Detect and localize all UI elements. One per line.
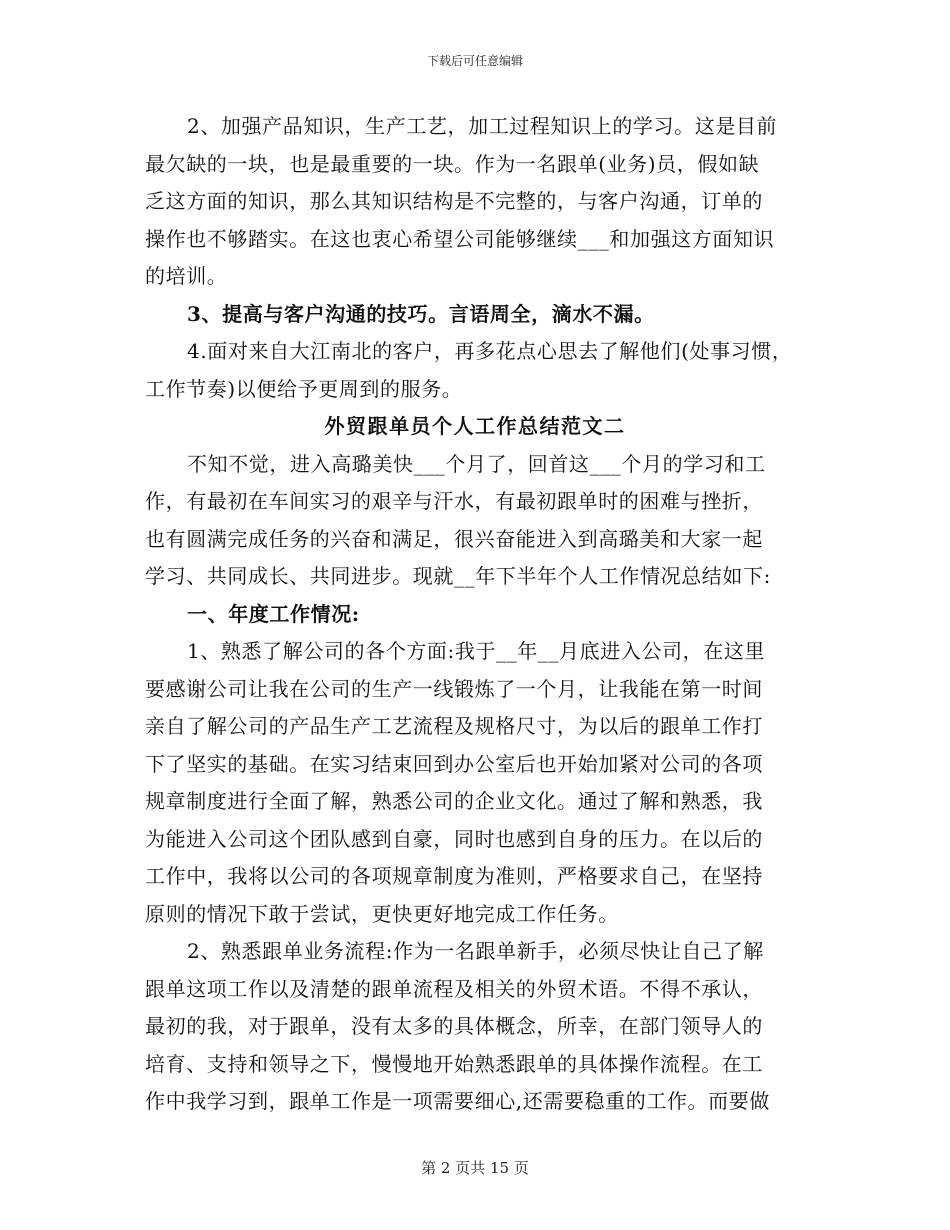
text-line: 原则的情况下敢于尝试，更快更好地完成工作任务。 [145, 901, 619, 926]
text-line: 2、加强产品知识，生产工艺，加工过程知识上的学习。这是目前 [187, 114, 778, 138]
text-line: 乏这方面的知识，那么其知识结构是不完整的，与客户沟通，订单的 [145, 189, 763, 213]
page-footer: 第 2 页共 15 页 [421, 1159, 529, 1177]
text-line: 亲自了解公司的产品生产工艺流程及规格尺寸，为以后的跟单工作打 [145, 714, 763, 738]
section-title: 外贸跟单员个人工作总结范文二 [324, 414, 626, 438]
text-line: 作，有最初在车间实习的艰辛与汗水，有最初跟单时的困难与挫折， [145, 489, 763, 513]
text-line: 操作也不够踏实。在这也衷心希望公司能够继续___和加强这方面知识 [145, 226, 775, 251]
text-line: 2、熟悉跟单业务流程:作为一名跟单新手，必须尽快让自己了解 [187, 939, 764, 963]
text-line: 3、提高与客户沟通的技巧。言语周全，滴水不漏。 [187, 301, 655, 326]
text-line: 的培训。 [145, 264, 228, 288]
text-line: 4.面对来自大江南北的客户，再多花点心思去了解他们(处事习惯， [187, 339, 793, 363]
text-line: 下了坚实的基础。在实习结束回到办公室后也开始加紧对公司的各项 [145, 751, 763, 776]
text-line: 工作中，我将以公司的各项规章制度为准则，严格要求自己，在坚持 [145, 864, 763, 888]
text-line: 最欠缺的一块，也是最重要的一块。作为一名跟单(业务)员，假如缺 [145, 151, 760, 176]
text-line: 要感谢公司让我在公司的生产一线锻炼了一个月，让我能在第一时间 [145, 676, 763, 701]
text-line: 一、年度工作情况: [187, 601, 360, 626]
text-line: 不知不觉，进入高璐美快___个月了，回首这___个月的学习和工 [187, 451, 766, 476]
document-body [145, 108, 805, 1121]
text-line: 1、熟悉了解公司的各个方面:我于__年__月底进入公司，在这里 [187, 639, 766, 663]
text-line: 培育、支持和领导之下，慢慢地开始熟悉跟单的具体操作流程。在工 [145, 1051, 763, 1076]
text-line: 作中我学习到，跟单工作是一项需要细心,还需要稳重的工作。而要做 [145, 1089, 770, 1113]
text-line: 规章制度进行全面了解，熟悉公司的企业文化。通过了解和熟悉，我 [145, 789, 763, 813]
page-header: 下载后可任意编辑 [426, 54, 523, 68]
text-line: 为能进入公司这个团队感到自豪，同时也感到自身的压力。在以后的 [145, 826, 763, 851]
text-line: 跟单这项工作以及清楚的跟单流程及相关的外贸术语。不得不承认， [145, 976, 763, 1001]
text-line: 也有圆满完成任务的兴奋和满足，很兴奋能进入到高璐美和大家一起 [145, 526, 763, 551]
text-line: 最初的我，对于跟单，没有太多的具体概念，所幸，在部门领导人的 [145, 1014, 763, 1038]
text-line: 学习、共同成长、共同进步。现就__年下半年个人工作情况总结如下: [145, 564, 771, 588]
text-line: 工作节奏)以便给予更周到的服务。 [145, 376, 463, 401]
